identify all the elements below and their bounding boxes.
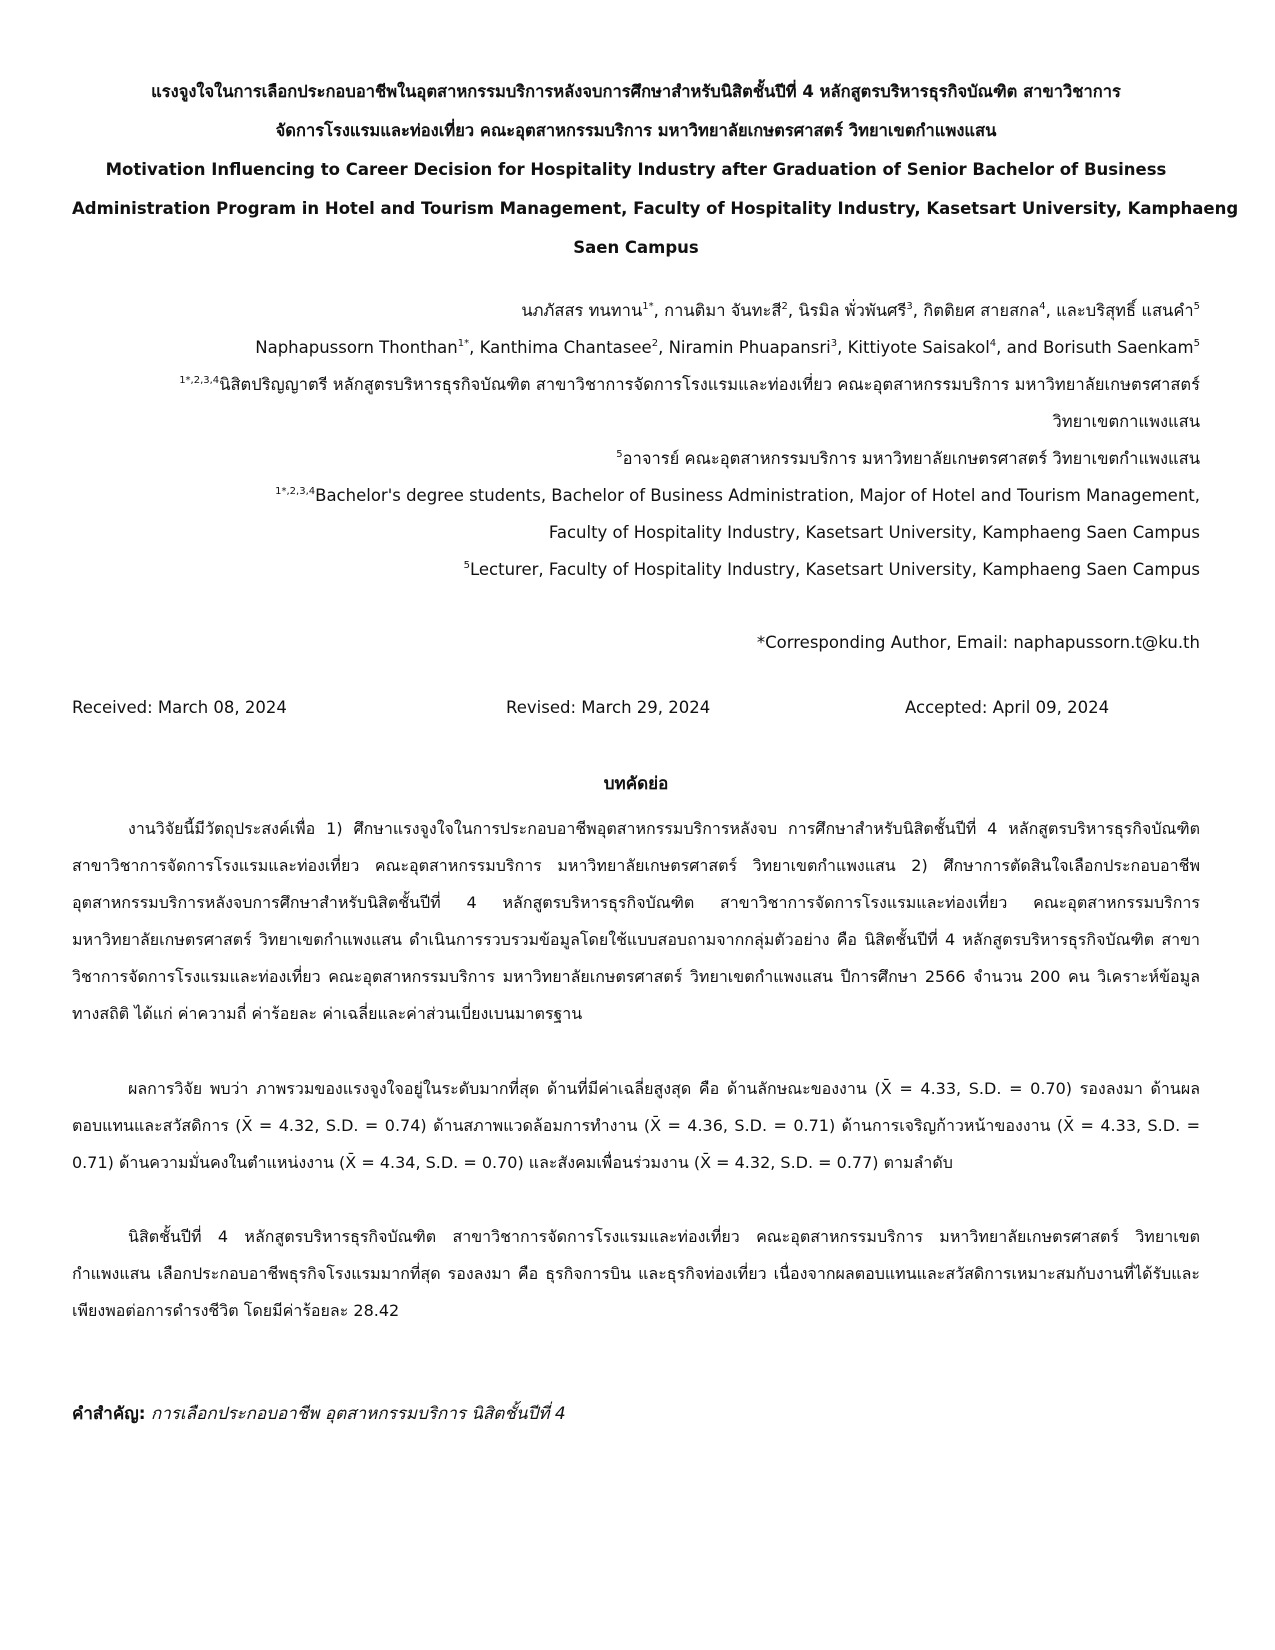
abstract-paragraph-1: งานวิจัยนี้มีวัตถุประสงค์เพื่อ 1) ศึกษาแรงจูงใจในการประกอบอาชีพอุตสาหกรรมบริการหลังจบ การศึกษาสำหรับนิสิตชั้นปีที่ 4 หลักสูตรบริหารธุรกิจบัณฑิต สาขาวิชาการจัดการโรงแรมและท่องเที่ยว คณะอุตสาหกรรมบริการ มหาวิทยาลัยเกษตรศาสตร์ วิทยาเขตกำแพงแสน 2) ศึกษาการตัดสินใจเลือกประกอบอาชีพอุตสาหกรรมบริการหลังจบการศึกษาสำหรับนิสิตชั้นปีที่ 4 หลักสูตรบริหารธุรกิจบัณฑิต สาขาวิชาการจัดการโรงแรมและท่องเที่ยว คณะอุตสาหกรรมบริการ มหาวิทยาลัยเกษตรศาสตร์ วิทยาเขตกำแพงแสน ดำเนินการรวบรวมข้อมูลโดยใช้แบบสอบถามจากกลุ่มตัวอย่าง คือ นิสิตชั้นปีที่ 4 หลักสูตรบริหารธุรกิจบัณฑิต สาขาวิชาการจัดการโรงแรมและท่องเที่ยว คณะอุตสาหกรรมบริการ มหาวิทยาลัยเกษตรศาสตร์ วิทยาเขตกำแพงแสน ปีการศึกษา 2566 จำนวน 200 คน วิเคราะห์ข้อมูลทางสถิติ ได้แก่ ค่าความถี่ ค่าร้อยละ ค่าเฉลี่ยและค่าส่วนเบี่ยงเบนมาตรฐาน	[72, 819, 1200, 1023]
authors-english	[72, 329, 1200, 366]
title-english-line-3: Saen Campus	[573, 238, 699, 257]
title-english-line-1: Motivation Influencing to Career Decision for Hospitality Industry after Graduation of Senior Bachelor of Business	[105, 160, 1167, 179]
affiliation-english-students-line-1: $^{1*,2,3,4}$Bachelor's degree students, Bachelor of Business Administration, Major of Hotel and Tourism Management,	[275, 486, 1200, 505]
author-thai-2: กานติมา จันทะสี$^2$,	[664, 301, 799, 320]
abstract-paragraph-3: นิสิตชั้นปีที่ 4 หลักสูตรบริหารธุรกิจบัณฑิต สาขาวิชาการจัดการโรงแรมและท่องเที่ยว คณะอุตสาหกรรมบริการ มหาวิทยาลัยเกษตรศาสตร์ วิทยาเขตกำแพงแสน เลือกประกอบอาชีพธุรกิจโรงแรมมากที่สุด รองลงมา คือ ธุรกิจการบิน และธุรกิจท่องเที่ยว เนื่องจากผลตอบแทนและสวัสดิการเหมาะสมกับงานที่ได้รับและเพียงพอต่อการดำรงชีวิต โดยมีค่าร้อยละ 28.42	[72, 1227, 1200, 1320]
affiliation-thai-lecturer: $^5$อาจารย์ คณะอุตสาหกรรมบริการ มหาวิทยาลัยเกษตรศาสตร์ วิทยาเขตกำแพงแสน	[616, 449, 1200, 468]
keywords	[72, 1400, 566, 1427]
title-thai-line-2: จัดการโรงแรมและท่องเที่ยว คณะอุตสาหกรรมบริการ มหาวิทยาลัยเกษตรศาสตร์ วิทยาเขตกำแพงแสน	[275, 121, 997, 140]
author-english-3: Niramin Phuapansri$^3$,	[668, 338, 848, 357]
author-thai-1: นภภัสสร ทนทาน$^{1*}$,	[521, 301, 665, 320]
author-thai-3: นิรมิล พั่วพันศรี$^3$,	[798, 301, 924, 320]
author-english-5: and Borisuth Saenkam$^5$	[1006, 338, 1200, 357]
article-dates	[72, 698, 1200, 728]
author-thai-4: กิตติยศ สายสกล$^4$,	[923, 301, 1057, 320]
paper-page	[72, 0, 1239, 1650]
keywords-text: การเลือกประกอบอาชีพ อุตสาหกรรมบริการ นิสิตชั้นปีที่ 4	[150, 1404, 566, 1424]
revised-date: Revised: March 29, 2024	[506, 698, 711, 717]
paper-title	[72, 72, 1239, 267]
affiliation-english-lecturer: $^5$Lecturer, Faculty of Hospitality Industry, Kasetsart University, Kamphaeng Saen Campus	[463, 560, 1200, 579]
author-english-1: Naphapussorn Thonthan$^{1*}$,	[255, 338, 480, 357]
received-date: Received: March 08, 2024	[72, 698, 287, 717]
affiliation-thai-students-line-1: $^{1*,2,3,4}$นิสิตปริญญาตรี หลักสูตรบริหารธุรกิจบัณฑิต สาขาวิชาการจัดการโรงแรมและท่องเที่ยว คณะอุตสาหกรรมบริการ มหาวิทยาลัยเกษตรศาสตร์	[179, 375, 1200, 394]
author-thai-5: และบริสุทธิ์ แสนคำ$^5$	[1056, 301, 1200, 320]
abstract-paragraph-2: ผลการวิจัย พบว่า ภาพรวมของแรงจูงใจอยู่ในระดับมากที่สุด ด้านที่มีค่าเฉลี่ยสูงสุด คือ ด้านลักษณะของงาน (X̄ = 4.33, S.D. = 0.70) รองลงมา ด้านผลตอบแทนและสวัสดิการ (X̄ = 4.32, S.D. = 0.74) ด้านสภาพแวดล้อมการทำงาน (X̄ = 4.36, S.D. = 0.71) ด้านการเจริญก้าวหน้าของงาน (X̄ = 4.33, S.D. = 0.71) ด้านความมั่นคงในตำแหน่งงาน (X̄ = 4.34, S.D. = 0.70) และสังคมเพื่อนร่วมงาน (X̄ = 4.32, S.D. = 0.77) ตามลำดับ	[72, 1079, 1200, 1172]
title-english-line-2: Administration Program in Hotel and Tourism Management, Faculty of Hospitality Industry, Kasetsart University, Kamphaeng	[72, 199, 1239, 218]
affiliation-english-students-line-2: Faculty of Hospitality Industry, Kasetsart University, Kamphaeng Saen Campus	[548, 523, 1200, 542]
abstract-heading: บทคัดย่อ	[603, 774, 669, 794]
author-block	[72, 292, 1200, 588]
affiliation-thai-students-line-2: วิทยาเขตกาแพงแสน	[1052, 412, 1200, 431]
authors-thai	[72, 292, 1200, 329]
keywords-label: คำสำคัญ:	[72, 1404, 146, 1424]
corresponding-author: *Corresponding Author, Email: naphapussorn.t@ku.th	[756, 633, 1200, 652]
author-english-4: Kittiyote Saisakol$^4$,	[847, 338, 1007, 357]
author-english-2: Kanthima Chantasee$^2$,	[479, 338, 669, 357]
accepted-date: Accepted: April 09, 2024	[905, 698, 1110, 717]
title-thai-line-1: แรงจูงใจในการเลือกประกอบอาชีพในอุตสาหกรรมบริการหลังจบการศึกษาสำหรับนิสิตชั้นปีที่ 4 หลักสูตรบริหารธุรกิจบัณฑิต สาขาวิชาการ	[151, 82, 1121, 101]
